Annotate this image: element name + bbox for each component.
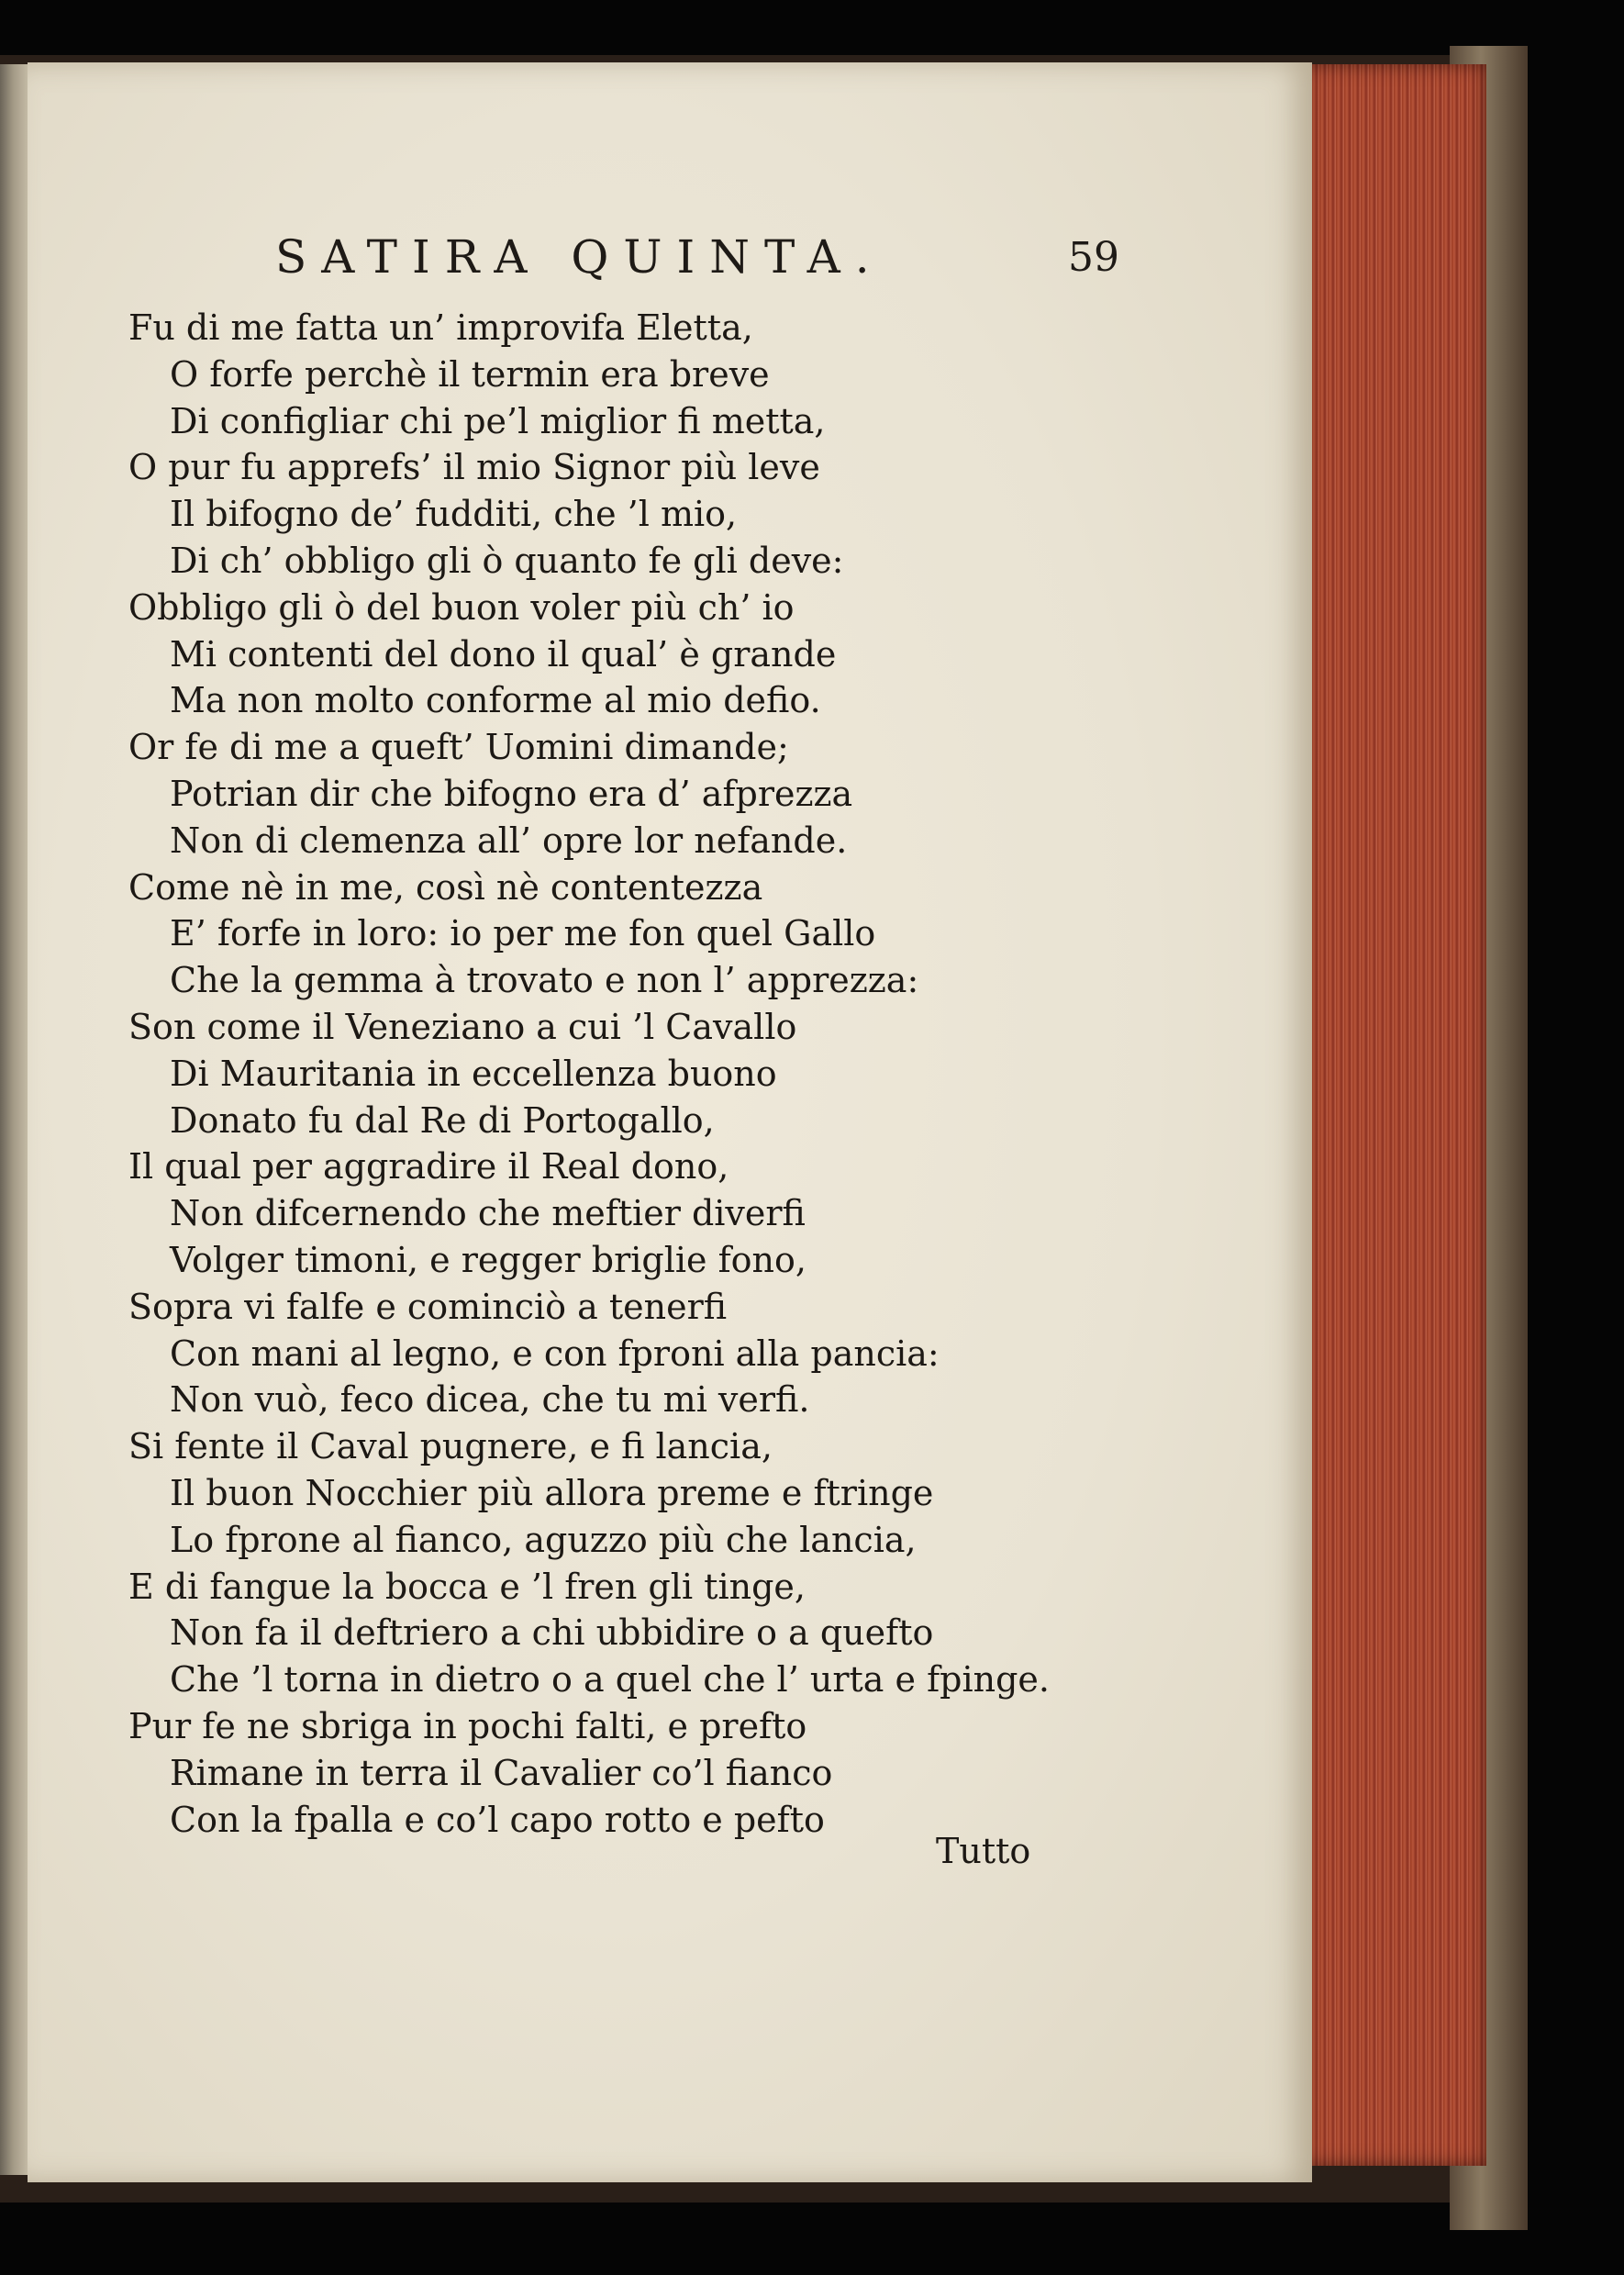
poem-line: Che la gemma à trovato e non l’ apprezza: bbox=[170, 960, 919, 1001]
poem-line: Rimane in terra il Cavalier co’l fianco bbox=[170, 1752, 833, 1793]
poem-line: O forfe perchè il termin era breve bbox=[170, 353, 770, 395]
poem-line: Con mani al legno, e con fproni alla pancia: bbox=[170, 1333, 940, 1374]
poem-line: Non fa il deftriero a chi ubbidire o a quefto bbox=[170, 1612, 934, 1654]
poem-line: Non vuò, feco dicea, che tu mi verfi. bbox=[170, 1379, 810, 1421]
poem-line: Il buon Nocchier più allora preme e ftringe bbox=[170, 1472, 934, 1513]
poem-line: Lo fprone al fianco, aguzzo più che lancia, bbox=[170, 1519, 917, 1560]
running-title: SATIRA QUINTA. bbox=[275, 230, 884, 284]
poem-line: Obbligo gli ò del buon voler più ch’ io bbox=[128, 586, 795, 628]
poem-line: E di fangue la bocca e ’l fren gli tinge, bbox=[128, 1566, 806, 1607]
poem-line: Ma non molto conforme al mio defio. bbox=[170, 680, 821, 721]
poem-line: Volger timoni, e regger briglie fono, bbox=[170, 1239, 806, 1280]
poem-line: Son come il Veneziano a cui ’l Cavallo bbox=[128, 1006, 797, 1047]
poem-line: Con la fpalla e co’l capo rotto e pefto bbox=[170, 1799, 825, 1840]
poem-line: E’ forfe in loro: io per me fon quel Gallo bbox=[170, 913, 876, 954]
poem-line: Pur fe ne sbriga in pochi falti, e prefto bbox=[128, 1705, 807, 1746]
poem-line: O pur fu apprefs’ il mio Signor più leve bbox=[128, 447, 820, 488]
catchword: Tutto bbox=[936, 1831, 1031, 1871]
running-header bbox=[275, 229, 1119, 284]
poem-line: Di ch’ obbligo gli ò quanto fe gli deve: bbox=[170, 540, 844, 581]
poem-line: Or fe di me a queft’ Uomini dimande; bbox=[128, 727, 789, 768]
poem-line: Di Mauritania in eccellenza buono bbox=[170, 1053, 777, 1094]
poem-line: Il bifogno de’ fudditi, che ’l mio, bbox=[170, 494, 738, 535]
poem-line: Donato fu dal Re di Portogallo, bbox=[170, 1099, 715, 1141]
page-number: 59 bbox=[1068, 233, 1119, 281]
poem-line: Fu di me fatta un’ improvifa Eletta, bbox=[128, 307, 753, 348]
poem-line: Sopra vi falfe e cominciò a tenerfi bbox=[128, 1286, 728, 1327]
poem-line: Non difcernendo che meftier diverfi bbox=[170, 1193, 806, 1234]
poem-line: Si fente il Caval pugnere, e fi lancia, bbox=[128, 1426, 773, 1467]
poem-line: Che ’l torna in dietro o a quel che l’ urta e fpinge. bbox=[170, 1659, 1050, 1701]
poem-line: Non di clemenza all’ opre lor nefande. bbox=[170, 820, 848, 861]
poem-line: Di configliar chi pe’l miglior fi metta, bbox=[170, 400, 826, 441]
poem-text bbox=[128, 305, 1050, 1843]
poem-line: Il qual per aggradire il Real dono, bbox=[128, 1146, 729, 1188]
page-fore-edge bbox=[1303, 64, 1486, 2166]
poem-line: Potrian dir che bifogno era d’ afprezza bbox=[170, 773, 853, 814]
poem-line: Mi contenti del dono il qual’ è grande bbox=[170, 633, 837, 675]
poem-line: Come nè in me, così nè contentezza bbox=[128, 866, 763, 908]
